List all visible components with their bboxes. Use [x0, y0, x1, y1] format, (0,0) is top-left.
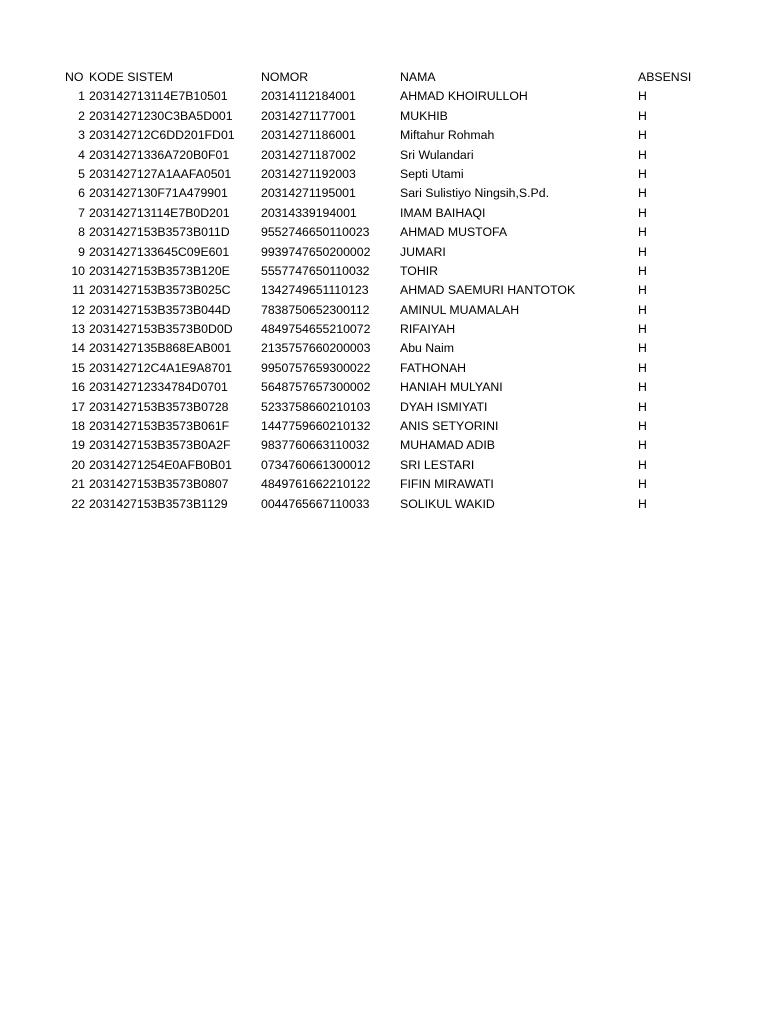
row-no: 8: [78, 225, 85, 240]
row-nama: AMINUL MUAMALAH: [400, 302, 520, 317]
row-no: 10: [71, 263, 85, 278]
table-row: [0, 146, 768, 165]
row-no: 18: [71, 419, 85, 434]
row-absensi: H: [638, 283, 647, 298]
row-absensi: H: [638, 89, 647, 104]
table-row: [0, 359, 768, 378]
table-body: [0, 87, 768, 514]
row-nama: MUKHIB: [400, 108, 448, 123]
row-kode-sistem: 2031427153B3573B1129: [89, 496, 228, 511]
table-row: [0, 320, 768, 339]
header-absensi: ABSENSI: [638, 70, 692, 84]
row-kode-sistem: 2031427153B3573B011D: [89, 225, 230, 240]
row-nama: ANIS SETYORINI: [400, 419, 499, 434]
row-nomor: 20314271192003: [261, 166, 356, 181]
row-nomor: 20314271186001: [261, 128, 356, 143]
table-row: [0, 281, 768, 300]
row-no: 3: [78, 128, 85, 143]
table-row: [0, 456, 768, 475]
row-kode-sistem: 203142713114E7B10501: [89, 89, 228, 104]
row-no: 16: [71, 380, 85, 395]
row-kode-sistem: 20314271254E0AFB0B01: [89, 457, 232, 472]
table-row: [0, 495, 768, 514]
header-nama: NAMA: [400, 70, 436, 84]
row-nomor: 9950757659300022: [261, 360, 371, 375]
row-no: 7: [78, 205, 85, 220]
row-nomor: 20314271187002: [261, 147, 356, 162]
table-row: [0, 398, 768, 417]
row-absensi: H: [638, 477, 647, 492]
row-nomor: 20314112184001: [261, 89, 356, 104]
row-absensi: H: [638, 166, 647, 181]
row-kode-sistem: 203142712334784D0701: [89, 380, 228, 395]
row-kode-sistem: 2031427133645C09E601: [89, 244, 230, 259]
row-nomor: 4849754655210072: [261, 322, 371, 337]
row-nomor: 7838750652300112: [261, 302, 370, 317]
row-absensi: H: [638, 360, 647, 375]
row-nama: MUHAMAD ADIB: [400, 438, 495, 453]
row-kode-sistem: 2031427153B3573B0728: [89, 399, 229, 414]
row-nama: AHMAD SAEMURI HANTOTOK: [400, 283, 576, 298]
row-absensi: H: [638, 419, 647, 434]
table-row: [0, 223, 768, 242]
table-row: [0, 262, 768, 281]
row-nomor: 9939747650200002: [261, 244, 371, 259]
row-no: 1: [78, 89, 85, 104]
row-kode-sistem: 2031427130F71A479901: [89, 186, 228, 201]
table-row: [0, 436, 768, 455]
row-nama: FIFIN MIRAWATI: [400, 477, 494, 492]
row-absensi: H: [638, 438, 647, 453]
row-absensi: H: [638, 108, 647, 123]
row-absensi: H: [638, 302, 647, 317]
row-nama: IMAM BAIHAQI: [400, 205, 486, 220]
header-no: NO: [65, 70, 84, 84]
row-nomor: 20314271195001: [261, 186, 356, 201]
attendance-table: [0, 68, 768, 514]
row-nomor: 2135757660200003: [261, 341, 371, 356]
row-no: 19: [71, 438, 85, 453]
row-kode-sistem: 2031427153B3573B0807: [89, 477, 229, 492]
row-no: 12: [71, 302, 85, 317]
row-absensi: H: [638, 147, 647, 162]
row-nomor: 20314339194001: [261, 205, 357, 220]
row-kode-sistem: 2031427135B868EAB001: [89, 341, 232, 356]
row-absensi: H: [638, 457, 647, 472]
row-no: 4: [78, 147, 85, 162]
row-no: 21: [71, 477, 85, 492]
row-nama: FATHONAH: [400, 360, 467, 375]
row-no: 9: [78, 244, 85, 259]
row-nama: HANIAH MULYANI: [400, 380, 503, 395]
row-kode-sistem: 20314271336A720B0F01: [89, 147, 230, 162]
row-nama: DYAH ISMIYATI: [400, 399, 488, 414]
row-kode-sistem: 2031427153B3573B0A2F: [89, 438, 231, 453]
table-row: [0, 475, 768, 494]
row-no: 17: [71, 399, 85, 414]
row-no: 11: [72, 283, 85, 298]
row-no: 2: [78, 108, 85, 123]
row-kode-sistem: 2031427153B3573B025C: [89, 283, 231, 298]
row-nama: TOHIR: [400, 263, 439, 278]
row-kode-sistem: 2031427153B3573B120E: [89, 263, 230, 278]
row-kode-sistem: 2031427153B3573B061F: [89, 419, 230, 434]
row-nama: Abu Naim: [400, 341, 454, 356]
row-absensi: H: [638, 496, 647, 511]
row-nama: Miftahur Rohmah: [400, 128, 495, 143]
table-row: [0, 243, 768, 262]
row-nomor: 5648757657300002: [261, 380, 371, 395]
row-nomor: 0734760661300012: [261, 457, 371, 472]
table-row: [0, 126, 768, 145]
table-row: [0, 301, 768, 320]
row-nomor: 20314271177001: [261, 108, 356, 123]
row-no: 15: [71, 360, 85, 375]
row-no: 14: [71, 341, 85, 356]
row-nama: JUMARI: [400, 244, 446, 259]
row-kode-sistem: 20314271230C3BA5D001: [89, 108, 233, 123]
row-absensi: H: [638, 225, 647, 240]
row-kode-sistem: 203142713114E7B0D201: [89, 205, 230, 220]
row-absensi: H: [638, 186, 647, 201]
row-absensi: H: [638, 322, 647, 337]
row-absensi: H: [638, 128, 647, 143]
table-row: [0, 107, 768, 126]
row-nomor: 1447759660210132: [261, 419, 371, 434]
row-absensi: H: [638, 341, 647, 356]
table-row: [0, 165, 768, 184]
row-no: 22: [71, 496, 85, 511]
row-absensi: H: [638, 244, 647, 259]
row-kode-sistem: 2031427153B3573B0D0D: [89, 322, 233, 337]
row-nomor: 5557747650110032: [261, 263, 370, 278]
row-no: 20: [71, 457, 85, 472]
table-row: [0, 184, 768, 203]
table-header-row: [0, 68, 768, 87]
row-kode-sistem: 2031427127A1AAFA0501: [89, 166, 232, 181]
table-row: [0, 339, 768, 358]
table-row: [0, 417, 768, 436]
row-nama: Septi Utami: [400, 166, 464, 181]
row-nama: AHMAD MUSTOFA: [400, 225, 508, 240]
row-no: 5: [78, 166, 85, 181]
row-absensi: H: [638, 263, 647, 278]
row-nomor: 5233758660210103: [261, 399, 371, 414]
table-row: [0, 378, 768, 397]
row-nomor: 0044765667110033: [261, 496, 370, 511]
row-kode-sistem: 203142712C6DD201FD01: [89, 128, 235, 143]
row-nama: SRI LESTARI: [400, 457, 475, 472]
table-row: [0, 87, 768, 106]
header-nomor: NOMOR: [261, 70, 309, 84]
row-nama: AHMAD KHOIRULLOH: [400, 89, 528, 104]
table-row: [0, 204, 768, 223]
row-absensi: H: [638, 380, 647, 395]
row-nama: RIFAIYAH: [400, 322, 456, 337]
row-nama: Sari Sulistiyo Ningsih,S.Pd.: [400, 186, 549, 201]
row-nomor: 1342749651110123: [261, 283, 369, 298]
row-nomor: 4849761662210122: [261, 477, 371, 492]
row-nama: Sri Wulandari: [400, 147, 474, 162]
row-absensi: H: [638, 399, 647, 414]
row-nomor: 9552746650110023: [261, 225, 370, 240]
row-kode-sistem: 203142712C4A1E9A8701: [89, 360, 232, 375]
row-no: 6: [78, 186, 85, 201]
row-no: 13: [71, 322, 85, 337]
row-nomor: 9837760663110032: [261, 438, 370, 453]
row-kode-sistem: 2031427153B3573B044D: [89, 302, 231, 317]
row-absensi: H: [638, 205, 647, 220]
header-kode-sistem: KODE SISTEM: [89, 70, 174, 84]
row-nama: SOLIKUL WAKID: [400, 496, 495, 511]
